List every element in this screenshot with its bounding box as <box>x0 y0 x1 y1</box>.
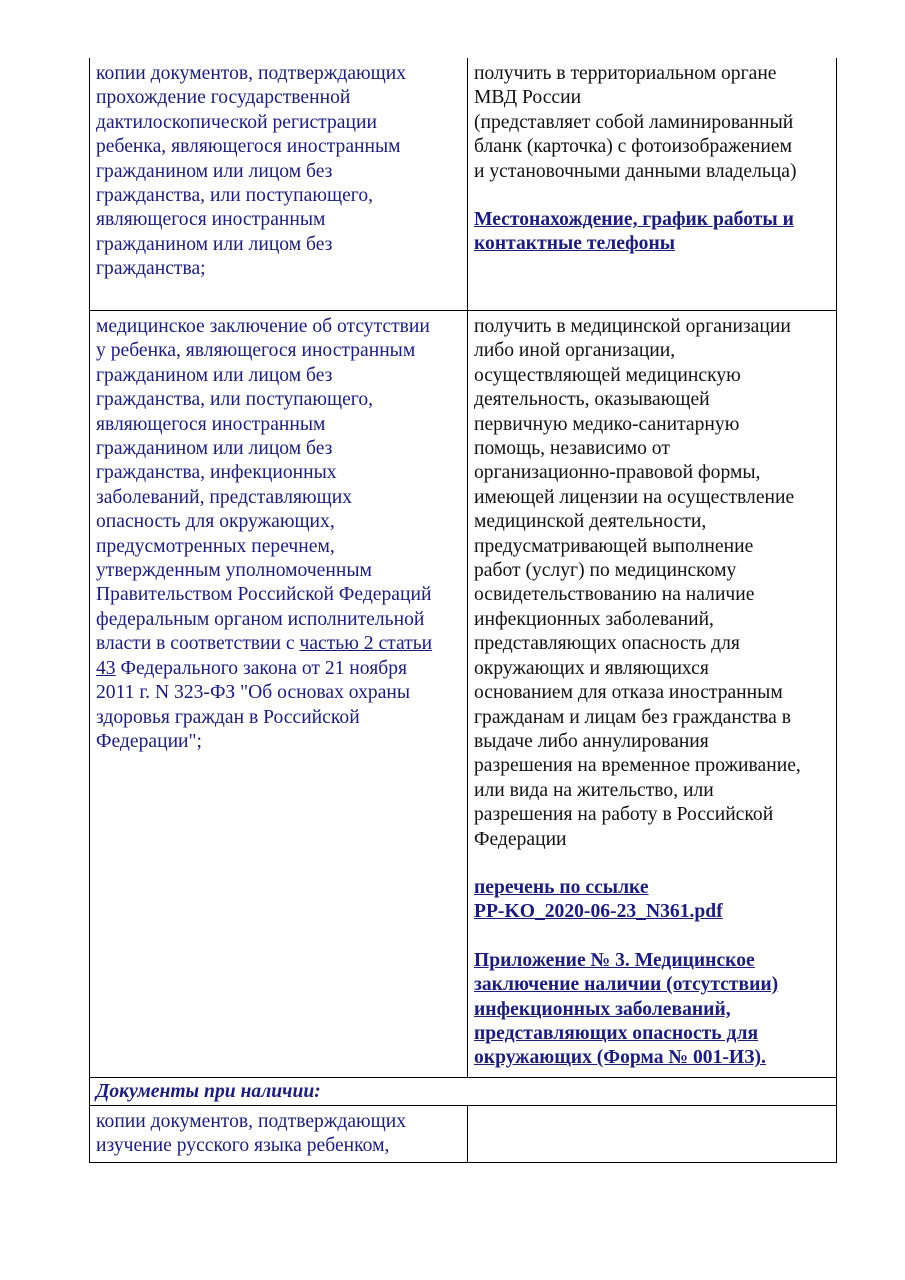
text-line: бланк (карточка) с фотоизображением <box>474 136 792 158</box>
link-line: окружающих (Форма № 001-ИЗ). <box>474 1047 766 1069</box>
row1-right-cell <box>468 58 837 311</box>
text-line: основанием для отказа иностранным <box>474 682 783 704</box>
list-pdf-link[interactable] <box>474 876 830 925</box>
table-row <box>90 58 837 311</box>
row2-right-cell <box>468 311 837 1078</box>
text-line: гражданином или лицом без <box>96 364 333 386</box>
link-line: PP-KO_2020-06-23_N361.pdf <box>474 901 723 923</box>
text-line: инфекционных заболеваний, <box>474 608 714 630</box>
text-line: опасность для окружающих, <box>96 511 335 533</box>
text-line: либо иной организации, <box>474 340 676 362</box>
text-line: окружающих и являющихся <box>474 657 709 679</box>
section-header: Документы при наличии: <box>96 1081 321 1102</box>
link-line: представляющих опасность для <box>474 1022 759 1044</box>
text-line: у ребенка, являющегося иностранным <box>96 340 416 362</box>
law-reference-line <box>96 632 461 656</box>
link-line: контактные телефоны <box>474 233 676 255</box>
text-line: гражданства; <box>96 258 206 280</box>
text-line: копии документов, подтверждающих <box>96 63 407 84</box>
text-line: гражданином или лицом без <box>96 438 333 460</box>
law-article-link[interactable]: частью 2 статьи <box>299 633 433 655</box>
text-line: гражданином или лицом без <box>96 233 333 255</box>
text-line: первичную медико-санитарную <box>474 413 740 435</box>
text-line: представляющих опасность для <box>474 633 740 655</box>
text-line: федеральным органом исполнительной <box>96 608 425 630</box>
text-line: предусматривающей выполнение <box>474 535 754 557</box>
row1-right-text <box>474 62 830 184</box>
row3-left-cell <box>90 1106 468 1163</box>
text-line: разрешения на работу в Российской <box>474 804 774 826</box>
table-row-section-header <box>90 1078 837 1106</box>
text-line: утвержденным уполномоченным <box>96 560 372 582</box>
document-table <box>89 58 837 1163</box>
text-line: здоровья граждан в Российской <box>96 706 360 728</box>
text-line: медицинское заключение об отсутствии <box>96 316 430 337</box>
law-reference-line-2 <box>96 657 461 681</box>
text-line: копии документов, подтверждающих <box>96 1111 407 1132</box>
text-line: Федерации"; <box>96 730 202 752</box>
text-line: освидетельствованию на наличие <box>474 584 755 606</box>
text-line: гражданства, инфекционных <box>96 462 337 484</box>
text-line: предусмотренных перечнем, <box>96 535 335 557</box>
text-line: Федерации <box>474 828 567 850</box>
text-line: или вида на жительство, или <box>474 779 714 801</box>
law-article-link-cont[interactable]: 43 <box>96 657 116 679</box>
text-line: осуществляющей медицинскую <box>474 364 741 386</box>
text-line: изучение русского языка ребенком, <box>96 1135 390 1157</box>
text-line: медицинской деятельности, <box>474 511 707 533</box>
link-line: перечень по ссылке <box>474 876 649 898</box>
link-line: заключение наличии (отсутствии) <box>474 974 779 996</box>
text-line: выдаче либо аннулирования <box>474 730 709 752</box>
row3-right-cell <box>468 1106 837 1163</box>
text-line: являющегося иностранным <box>96 413 326 435</box>
row3-left-text <box>96 1110 461 1159</box>
link-line: Приложение № 3. Медицинское <box>474 949 755 971</box>
text-line: (представляет собой ламинированный <box>474 111 794 133</box>
table-row <box>90 1106 837 1163</box>
law-reference-suffix: Федерального закона от 21 ноября <box>115 657 408 679</box>
section-header-cell <box>90 1078 837 1106</box>
text-line: являющегося иностранным <box>96 209 326 231</box>
law-reference-prefix: власти в соответствии с <box>96 633 300 655</box>
text-line: деятельность, оказывающей <box>474 389 710 411</box>
text-line: заболеваний, представляющих <box>96 486 353 508</box>
location-contacts-link[interactable] <box>474 208 830 257</box>
link-line: Местонахождение, график работы и <box>474 209 794 231</box>
text-line: гражданства, или поступающего, <box>96 185 374 207</box>
text-line: прохождение государственной <box>96 87 351 109</box>
link-line: инфекционных заболеваний, <box>474 998 731 1020</box>
text-line: помощь, независимо от <box>474 438 670 460</box>
text-line: дактилоскопической регистрации <box>96 111 377 133</box>
text-line: разрешения на временное проживание, <box>474 755 801 777</box>
text-line: получить в территориальном органе <box>474 63 777 84</box>
row2-left-cell <box>90 311 468 1078</box>
appendix-3-form-link[interactable] <box>474 949 830 1071</box>
text-line: организационно-правовой формы, <box>474 462 761 484</box>
text-line: гражданам и лицам без гражданства в <box>474 706 791 728</box>
text-line: Правительством Российской Федераций <box>96 584 432 606</box>
text-line: МВД России <box>474 87 582 109</box>
text-line: гражданином или лицом без <box>96 160 333 182</box>
text-line: гражданства, или поступающего, <box>96 389 374 411</box>
row2-left-text <box>96 315 461 632</box>
text-line: работ (услуг) по медицинскому <box>474 560 737 582</box>
text-line: и установочными данными владельца) <box>474 160 797 182</box>
table-row <box>90 311 837 1078</box>
row1-left-text <box>96 62 461 282</box>
row2-right-text <box>474 315 830 852</box>
row2-left-tail <box>96 681 461 754</box>
text-line: получить в медицинской организации <box>474 316 791 337</box>
text-line: имеющей лицензии на осуществление <box>474 486 795 508</box>
row1-left-cell <box>90 58 468 311</box>
text-line: ребенка, являющегося иностранным <box>96 136 401 158</box>
text-line: 2011 г. N 323-ФЗ "Об основах охраны <box>96 682 411 704</box>
